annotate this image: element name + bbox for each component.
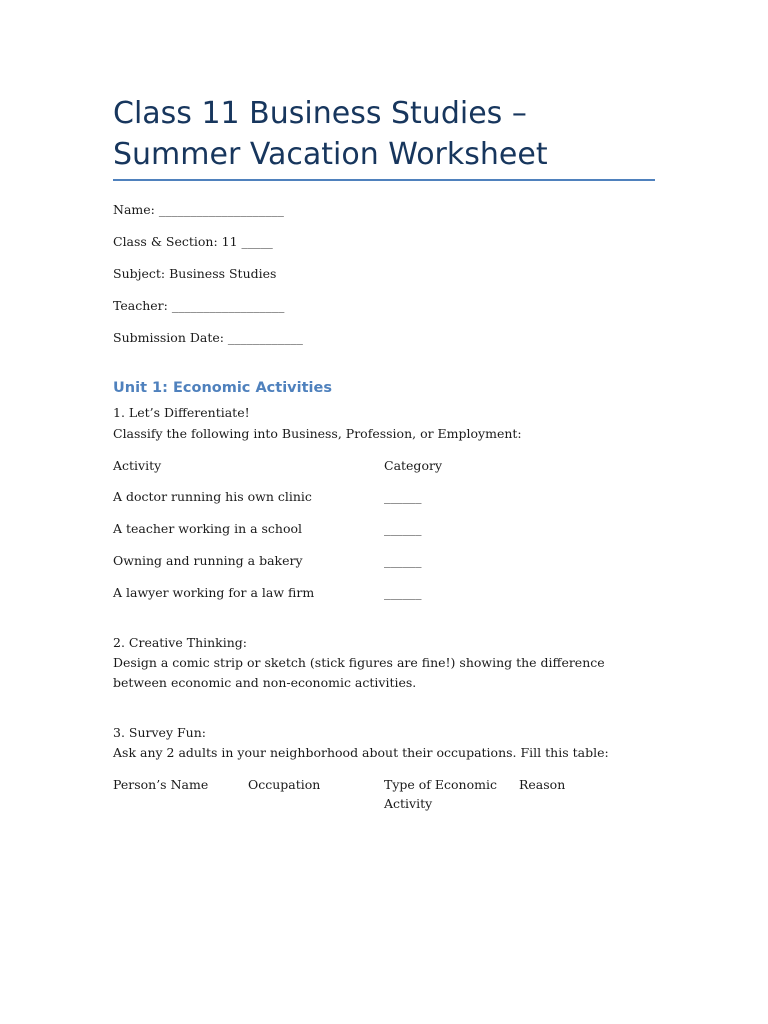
class-section-field: Class & Section: 11 _____ [113,234,273,249]
unit-1-heading: Unit 1: Economic Activities [113,380,332,396]
q1-instruction: Classify the following into Business, Profession, or Employment: [113,426,522,441]
q3-header-type: Type of Economic Activity [384,777,497,811]
q2-title: 2. Creative Thinking: [113,635,248,650]
q1-row-4-activity: A lawyer working for a law firm [113,585,315,600]
subject-field: Subject: Business Studies [113,266,277,281]
teacher-field: Teacher: __________________ [113,298,285,313]
name-field: Name: ____________________ [113,202,284,217]
document-title: Class 11 Business Studies – Summer Vacation Worksheet [113,96,548,172]
q1-row-2-category: ______ [384,521,422,536]
q3-instruction: Ask any 2 adults in your neighborhood about their occupations. Fill this table: [113,745,609,760]
q1-header-activity: Activity [113,458,162,473]
title-divider [113,179,655,181]
q3-header-reason: Reason [519,777,566,792]
q1-row-3-activity: Owning and running a bakery [113,553,303,568]
q2-instruction: Design a comic strip or sketch (stick figures are fine!) showing the difference between economic and non-economic activities. [113,655,605,690]
q1-row-1-category: ______ [384,489,422,504]
q1-header-category: Category [384,458,443,473]
q3-header-name: Person’s Name [113,777,209,792]
submission-date-field: Submission Date: ____________ [113,330,303,345]
q1-title: 1. Let’s Differentiate! [113,405,250,420]
q3-title: 3. Survey Fun: [113,725,206,740]
q1-row-1-activity: A doctor running his own clinic [113,489,312,504]
q1-row-3-category: ______ [384,553,422,568]
q3-header-occupation: Occupation [248,777,321,792]
q1-row-4-category: ______ [384,585,422,600]
q1-row-2-activity: A teacher working in a school [113,521,303,536]
